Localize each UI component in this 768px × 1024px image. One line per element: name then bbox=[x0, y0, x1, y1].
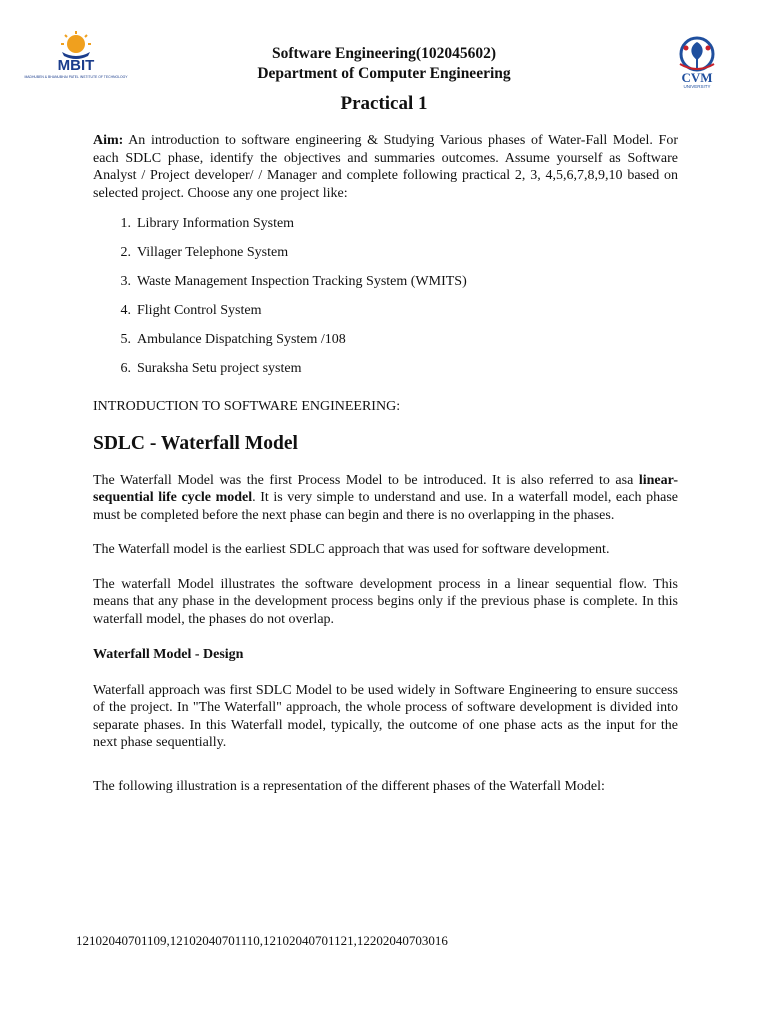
cvm-logo-text: CVM bbox=[681, 70, 713, 85]
cvm-logo-subtext: UNIVERSITY bbox=[683, 84, 711, 89]
design-heading: Waterfall Model - Design bbox=[93, 647, 244, 662]
aim-paragraph bbox=[93, 132, 678, 202]
para1-text-start: The Waterfall Model was the first Process Model to be introduced. It is also referred to asa bbox=[93, 472, 639, 488]
intro-heading: INTRODUCTION TO SOFTWARE ENGINEERING: bbox=[93, 399, 401, 414]
list-item-number: 4. bbox=[120, 303, 131, 318]
document-header bbox=[0, 44, 768, 84]
mbit-logo-subtext: MADHUBEN & BHANUBHAI PATEL INSTITUTE OF TECHNOLOGY bbox=[24, 75, 128, 79]
list-item-number: 1. bbox=[120, 216, 131, 231]
list-item bbox=[93, 215, 678, 244]
para1-text-end: . It is very simple to understand and use. In a waterfall model, each phase must be completed before the next phase can begin and there is no overlapping in the phases. bbox=[93, 490, 678, 523]
list-item bbox=[93, 331, 678, 360]
linear-flow-paragraph: The waterfall Model illustrates the software development process in a linear sequential flow. This means that any phase in the development process begins only if the previous phase is complete. In this waterfall model, the phases do not overlap. bbox=[93, 576, 678, 627]
list-item-label: Flight Control System bbox=[137, 303, 262, 318]
document-body bbox=[93, 132, 678, 795]
enrollment-numbers-footer: 12102040701109,12102040701110,12102040701121,12202040703016 bbox=[76, 933, 448, 948]
illustration-intro-paragraph: The following illustration is a representation of the different phases of the Waterfall Model: bbox=[93, 778, 605, 794]
list-item bbox=[93, 302, 678, 331]
course-title: Software Engineering(102045602) bbox=[271, 45, 497, 62]
list-item-number: 2. bbox=[120, 245, 131, 260]
sdlc-heading: SDLC - Waterfall Model bbox=[93, 432, 298, 454]
list-item bbox=[93, 244, 678, 273]
list-item-label: Waste Management Inspection Tracking System (WMITS) bbox=[137, 274, 467, 289]
list-item-label: Ambulance Dispatching System /108 bbox=[137, 332, 346, 347]
list-item bbox=[93, 273, 678, 302]
department-title: Department of Computer Engineering bbox=[257, 65, 511, 82]
para1-bold-term: linear-sequential life cycle model bbox=[93, 472, 678, 505]
list-item bbox=[93, 360, 678, 389]
aim-label: Aim: bbox=[93, 133, 124, 148]
project-list bbox=[93, 215, 678, 389]
list-item-label: Library Information System bbox=[137, 216, 295, 231]
design-paragraph: Waterfall approach was first SDLC Model to be used widely in Software Engineering to ensure success of the project. In "The Waterfall" approach, the whole process of software development is divided into separate phases. In this Waterfall model, typically, the outcome of one phase acts as the input for the next phase sequentially. bbox=[93, 682, 678, 750]
practical-title: Practical 1 bbox=[340, 93, 428, 114]
list-item-number: 6. bbox=[120, 361, 131, 376]
waterfall-intro-paragraph bbox=[93, 472, 678, 525]
list-item-number: 3. bbox=[120, 274, 131, 289]
aim-text: An introduction to software engineering & Studying Various phases of Water-Fall Model. For each SDLC phase, identify the objectives and summaries outcomes. Assume yourself as Software Analyst / Project developer/ / Manager and complete following practical 2, 3, 4,5,6,7,8,9,10 based on selected project. Choose any one project like: bbox=[93, 133, 678, 201]
list-item-label: Villager Telephone System bbox=[137, 245, 289, 260]
list-item-number: 5. bbox=[120, 332, 131, 347]
list-item-label: Suraksha Setu project system bbox=[137, 361, 302, 376]
earliest-approach-paragraph: The Waterfall model is the earliest SDLC approach that was used for software development. bbox=[93, 542, 610, 557]
mbit-logo-text: MBIT bbox=[57, 57, 95, 74]
